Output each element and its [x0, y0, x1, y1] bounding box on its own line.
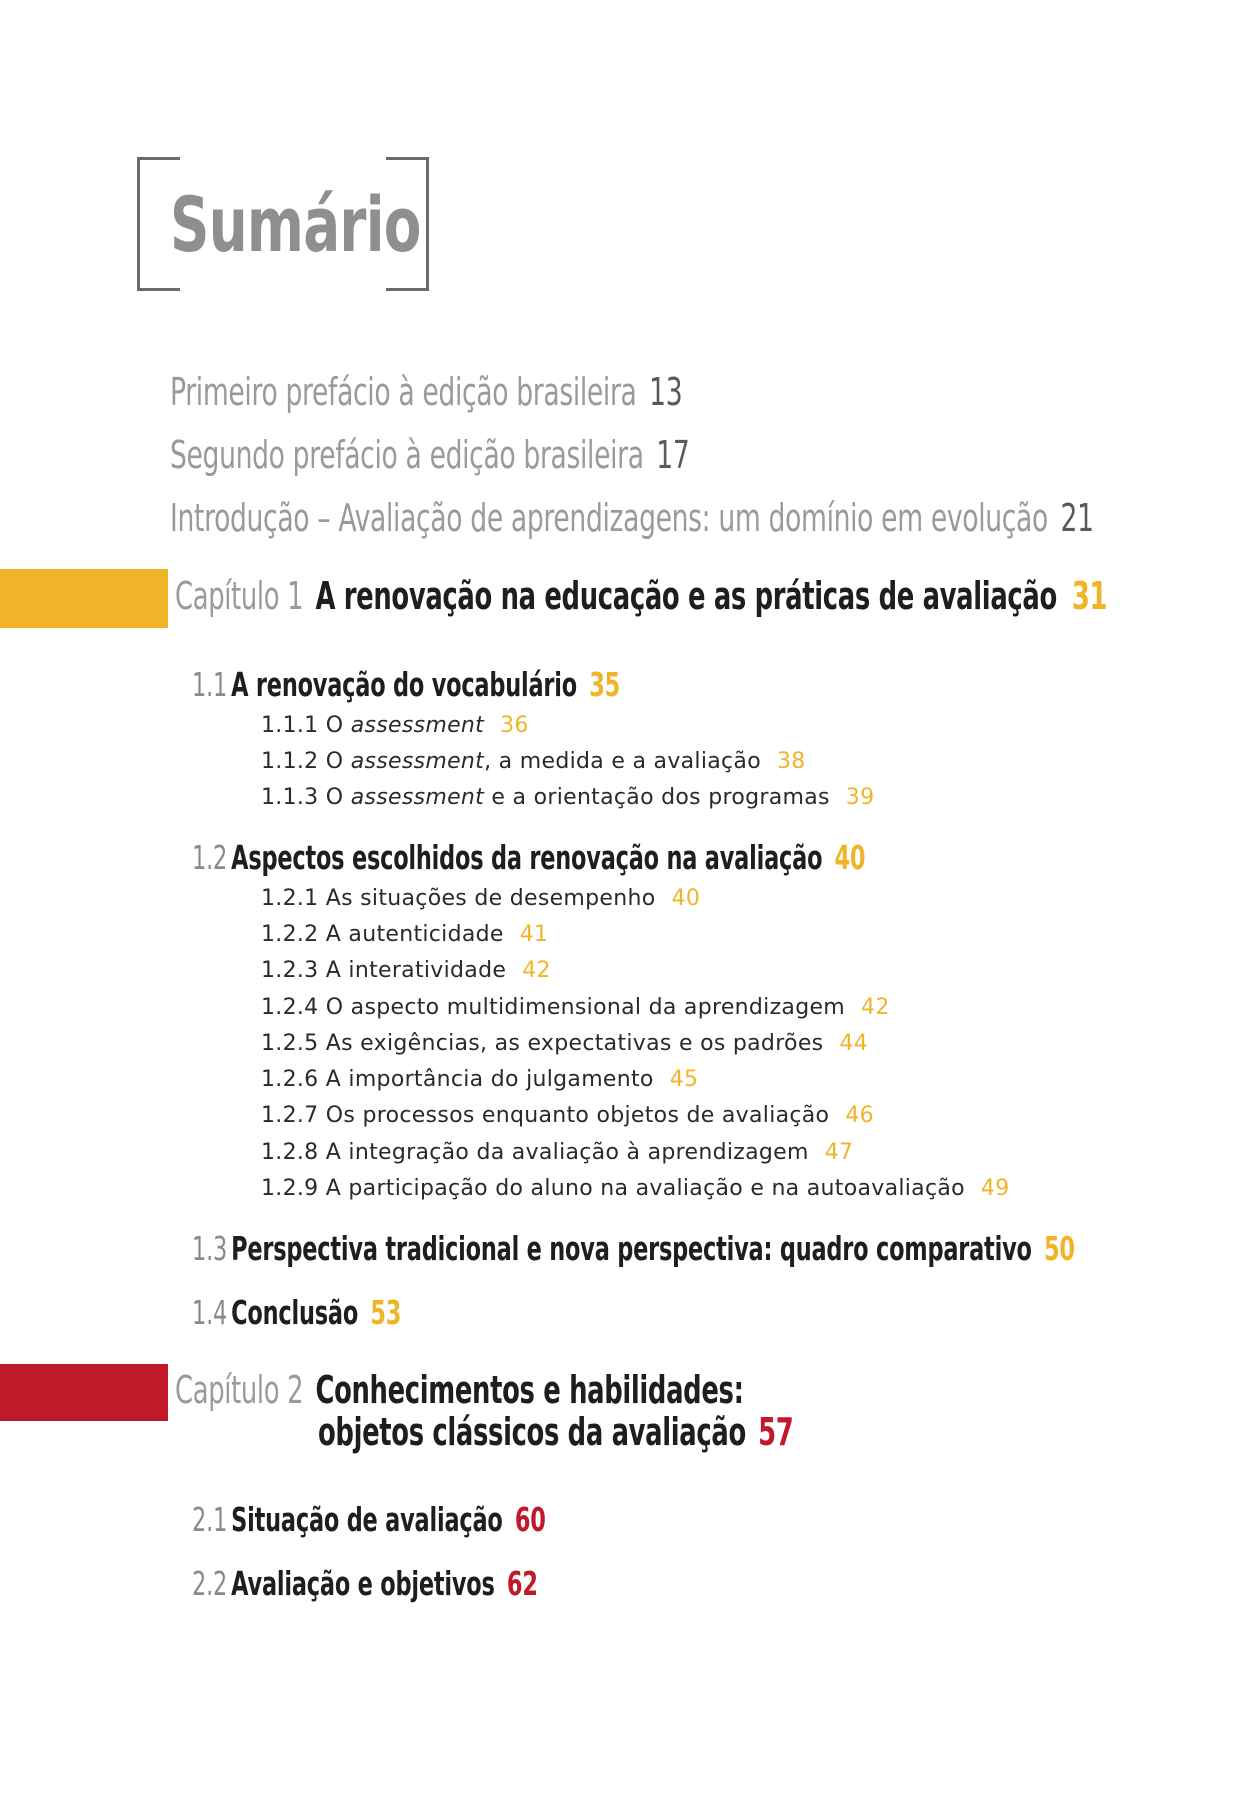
- subsection-text: 1.2.9 A participação do aluno na avaliação e na autoavaliação: [261, 1176, 965, 1201]
- toc-page-number: 21: [1060, 496, 1094, 540]
- toc-section[interactable]: [192, 665, 620, 704]
- chapter-title-line2: objetos clássicos da avaliação: [318, 1410, 746, 1454]
- toc-page-number: 41: [519, 922, 549, 947]
- section-number: 1.1: [192, 665, 228, 704]
- section-title: Avaliação e objetivos: [231, 1564, 495, 1603]
- subsection-text: 1.2.2 A autenticidade: [261, 922, 504, 947]
- toc-subsection[interactable]: [261, 995, 890, 1020]
- toc-entry-label: Introdução – Avaliação de aprendizagens: um domínio em evolução: [170, 496, 1048, 540]
- subsection-italic: assessment: [350, 785, 485, 810]
- subsection-text: 1.2.4 O aspecto multidimensional da aprendizagem: [261, 995, 846, 1020]
- toc-subsection[interactable]: [261, 1103, 874, 1128]
- toc-page-number: 49: [980, 1176, 1010, 1201]
- toc-subsection[interactable]: [261, 1176, 1010, 1201]
- toc-page-number: 62: [506, 1564, 538, 1603]
- chapter2-heading-line2[interactable]: [318, 1410, 793, 1454]
- subsection-text: 1.2.8 A integração da avaliação à aprendizagem: [261, 1140, 809, 1165]
- toc-page-number: 42: [861, 995, 890, 1020]
- subsection-text: 1.2.7 Os processos enquanto objetos de avaliação: [261, 1103, 830, 1128]
- toc-page-number: 50: [1043, 1229, 1075, 1268]
- chapter1-color-bar: [0, 569, 168, 628]
- toc-entry-front[interactable]: [170, 496, 1094, 540]
- section-title: A renovação do vocabulário: [231, 665, 577, 704]
- toc-page-number: 17: [656, 433, 690, 477]
- subsection-italic: assessment: [350, 713, 485, 738]
- chapter2-color-bar: [0, 1364, 168, 1421]
- subsection-text: 1.2.6 A importância do julgamento: [261, 1067, 654, 1092]
- toc-page-number: 47: [824, 1140, 854, 1165]
- toc-page-number: 45: [669, 1067, 699, 1092]
- toc-subsection[interactable]: [261, 922, 548, 947]
- toc-page-number: 53: [370, 1293, 402, 1332]
- toc-page-number: 60: [514, 1500, 546, 1539]
- toc-page-number: 40: [834, 838, 866, 877]
- section-title: Conclusão: [231, 1293, 359, 1332]
- chapter2-heading[interactable]: [175, 1368, 744, 1412]
- chapter-title-line1: Conhecimentos e habilidades:: [315, 1368, 744, 1412]
- section-number: 1.2: [192, 838, 228, 877]
- toc-page-number: 31: [1071, 574, 1108, 618]
- section-number: 2.2: [192, 1564, 228, 1603]
- toc-section[interactable]: [192, 1564, 538, 1603]
- toc-entry-front[interactable]: [170, 370, 682, 414]
- toc-subsection[interactable]: [261, 886, 700, 911]
- chapter-label: Capítulo 2: [175, 1368, 304, 1412]
- toc-page-number: 42: [522, 958, 551, 983]
- toc-page-number: 57: [758, 1410, 794, 1454]
- toc-subsection[interactable]: [261, 1067, 698, 1092]
- subsection-number: 1.1.1 O: [261, 713, 344, 738]
- chapter-label: Capítulo 1: [175, 574, 304, 618]
- toc-subsection[interactable]: [261, 1031, 868, 1056]
- subsection-text: 1.2.5 As exigências, as expectativas e os padrões: [261, 1031, 824, 1056]
- toc-subsection[interactable]: [261, 1140, 853, 1165]
- subsection-number: 1.1.2 O: [261, 749, 344, 774]
- toc-entry-label: Primeiro prefácio à edição brasileira: [170, 370, 637, 414]
- subsection-text: e a orientação dos programas: [484, 785, 830, 810]
- subsection-text: 1.2.1 As situações de desempenho: [261, 886, 656, 911]
- toc-section[interactable]: [192, 1293, 401, 1332]
- section-number: 1.3: [192, 1229, 228, 1268]
- section-title: Situação de avaliação: [231, 1500, 503, 1539]
- toc-entry-front[interactable]: [170, 433, 689, 477]
- section-number: 2.1: [192, 1500, 228, 1539]
- toc-section[interactable]: [192, 1229, 1075, 1268]
- page-title: Sumário: [170, 180, 421, 269]
- toc-entry-label: Segundo prefácio à edição brasileira: [170, 433, 644, 477]
- section-number: 1.4: [192, 1293, 228, 1332]
- toc-page-number: 46: [845, 1103, 874, 1128]
- toc-section[interactable]: [192, 1500, 546, 1539]
- chapter1-heading[interactable]: [175, 574, 1107, 618]
- toc-subsection[interactable]: [261, 713, 529, 738]
- chapter-title: A renovação na educação e as práticas de avaliação: [315, 574, 1057, 618]
- toc-subsection[interactable]: [261, 785, 874, 810]
- toc-section[interactable]: [192, 838, 865, 877]
- subsection-italic: assessment: [350, 749, 485, 774]
- toc-page-number: 36: [500, 713, 529, 738]
- toc-subsection[interactable]: [261, 958, 551, 983]
- subsection-text: 1.2.3 A interatividade: [261, 958, 507, 983]
- toc-page-number: 39: [845, 785, 875, 810]
- toc-page-number: 40: [671, 886, 701, 911]
- toc-page-number: 44: [839, 1031, 869, 1056]
- toc-page-number: 13: [649, 370, 683, 414]
- section-title: Perspectiva tradicional e nova perspectiva: quadro comparativo: [231, 1229, 1032, 1268]
- toc-page-number: 38: [776, 749, 806, 774]
- subsection-number: 1.1.3 O: [261, 785, 344, 810]
- toc-subsection[interactable]: [261, 749, 806, 774]
- subsection-text: , a medida e a avaliação: [484, 749, 761, 774]
- toc-page-number: 35: [589, 665, 621, 704]
- section-title: Aspectos escolhidos da renovação na avaliação: [231, 838, 823, 877]
